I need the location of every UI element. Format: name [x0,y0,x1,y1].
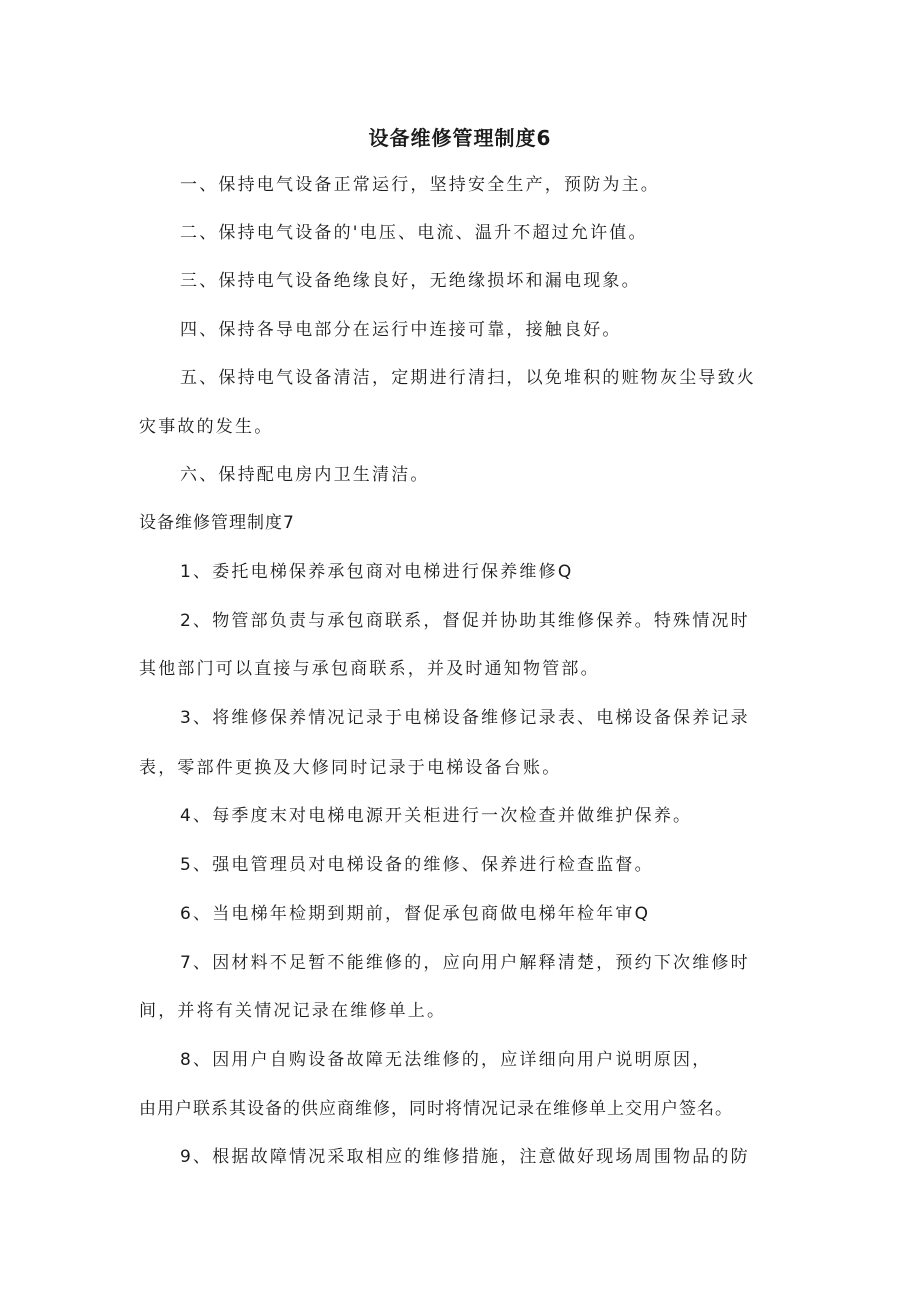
paragraph-line: 1、委托电梯保养承包商对电梯进行保养维修Q [180,562,574,582]
paragraph-line: 一、保持电气设备正常运行，坚持安全生产，预防为主。 [180,175,660,195]
paragraph-line: 6、当电梯年检期到期前，督促承包商做电梯年检年审Q [180,904,651,924]
paragraph-line: 二、保持电气设备的'电压、电流、温升不超过允许值。 [180,223,648,243]
paragraph-line: 五、保持电气设备清洁，定期进行清扫，以免堆积的赃物灰尘导致火 [180,368,756,388]
paragraph-line: 7、因材料不足暂不能维修的，应向用户解释清楚，预约下次维修时 [180,953,750,973]
paragraph-line: 9、根据故障情况采取相应的维修措施，注意做好现场周围物品的防 [180,1147,750,1167]
paragraph-line: 其他部门可以直接与承包商联系，并及时通知物管部。 [139,659,600,679]
paragraph-line: 三、保持电气设备绝缘良好，无绝缘损坏和漏电现象。 [180,271,641,291]
paragraph-line: 间，并将有关情况记录在维修单上。 [139,1001,447,1021]
paragraph-line: 8、因用户自购设备故障无法维修的，应详细向用户说明原因， [180,1050,712,1070]
paragraph-line: 六、保持配电房内卫生清洁。 [180,465,430,485]
paragraph-line: 3、将维修保养情况记录于电梯设备维修记录表、电梯设备保养记录 [180,708,750,728]
document-title: 设备维修管理制度6 [368,126,552,150]
paragraph-line: 表，零部件更换及大修同时记录于电梯设备台账。 [139,758,562,778]
paragraph-line: 4、每季度末对电梯电源开关柜进行一次检查并做维护保养。 [180,806,693,826]
section-heading: 设备维修管理制度7 [139,513,295,533]
paragraph-line: 灾事故的发生。 [139,417,274,437]
paragraph-line: 2、物管部负责与承包商联系，督促并协助其维修保养。特殊情况时 [180,611,750,631]
paragraph-line: 5、强电管理员对电梯设备的维修、保养进行检查监督。 [180,855,654,875]
paragraph-line: 由用户联系其设备的供应商维修，同时将情况记录在维修单上交用户签名。 [139,1099,733,1119]
paragraph-line: 四、保持各导电部分在运行中连接可靠，接触良好。 [180,320,622,340]
